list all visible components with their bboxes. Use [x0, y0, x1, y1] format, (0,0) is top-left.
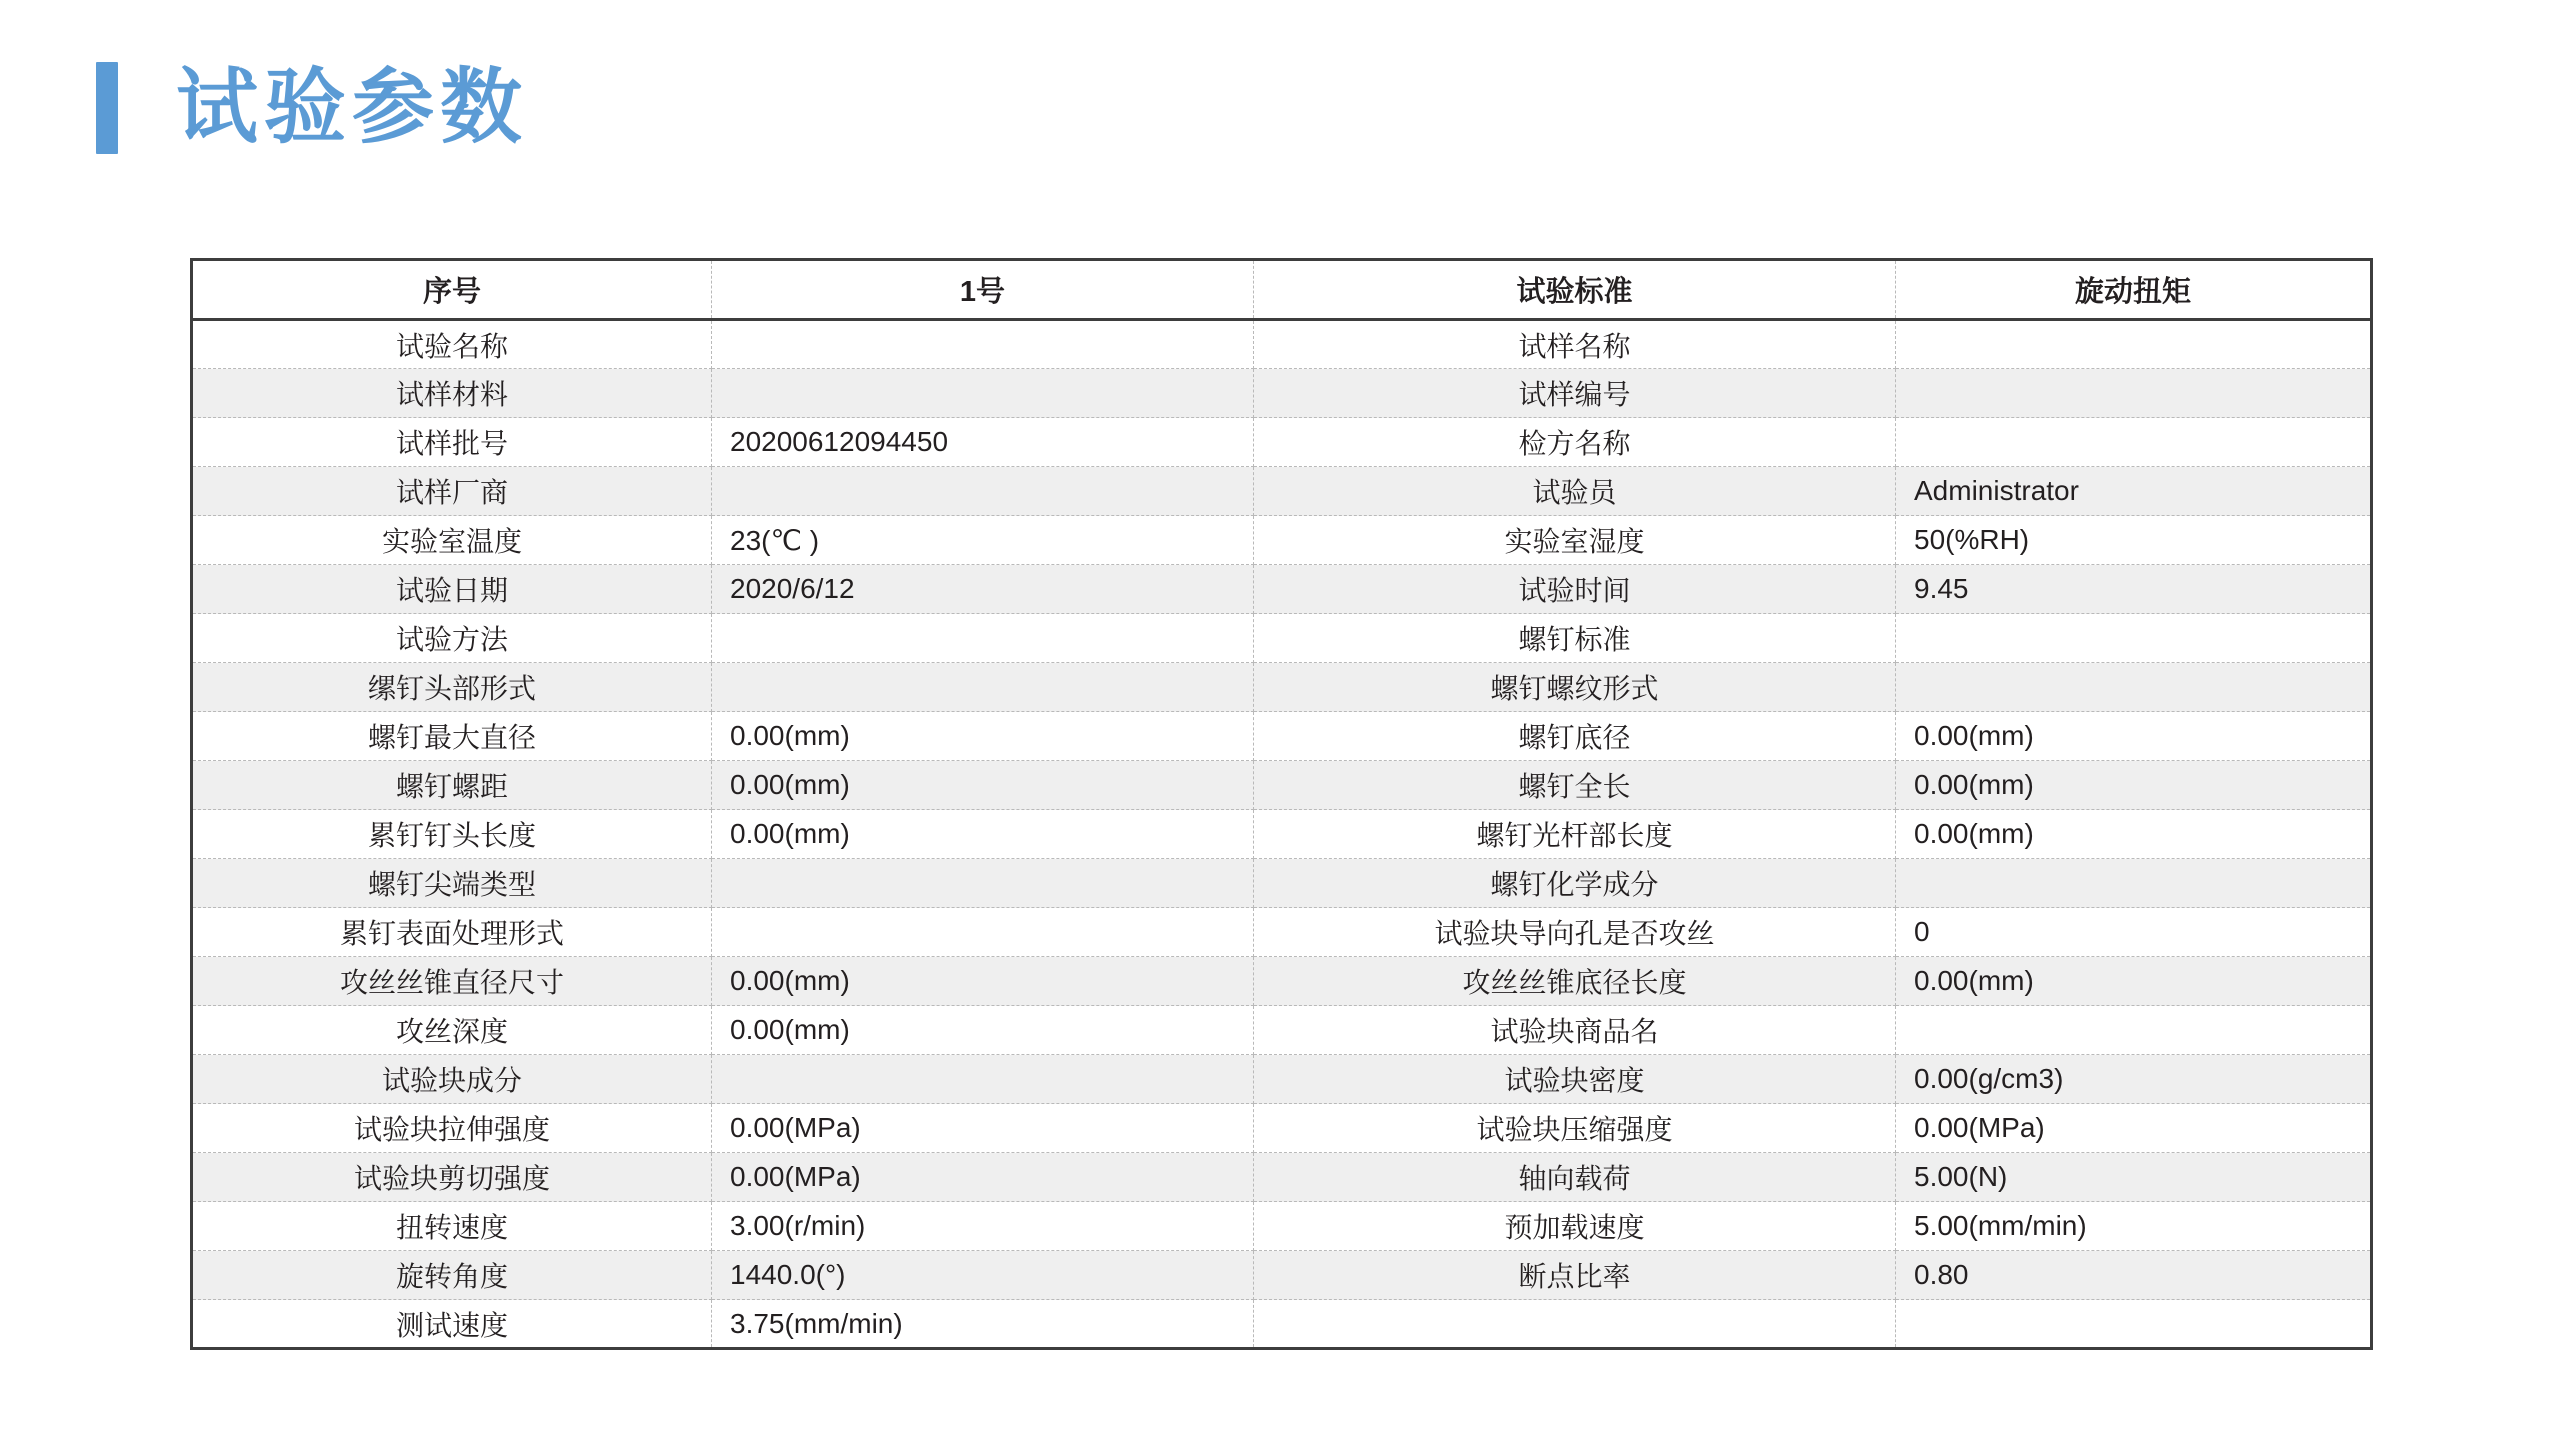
- parameters-table-container: [190, 258, 2370, 1350]
- row-value-right: [1896, 418, 2372, 467]
- table-row: [192, 908, 2372, 957]
- table-row: [192, 1006, 2372, 1055]
- row-value-left: [712, 663, 1254, 712]
- row-value-left: 2020/6/12: [712, 565, 1254, 614]
- row-value-left: 23(℃ ): [712, 516, 1254, 565]
- row-value-left: [712, 320, 1254, 369]
- row-value-left: [712, 908, 1254, 957]
- row-label-left: 试样批号: [192, 418, 712, 467]
- table-row: [192, 810, 2372, 859]
- row-label-right: 螺钉标准: [1254, 614, 1896, 663]
- row-label-left: 攻丝深度: [192, 1006, 712, 1055]
- table-row: [192, 859, 2372, 908]
- row-label-right: 检方名称: [1254, 418, 1896, 467]
- row-label-right: 试验块导向孔是否攻丝: [1254, 908, 1896, 957]
- table-header: [192, 260, 2372, 320]
- table-header-row: [192, 260, 2372, 320]
- row-value-left: 0.00(mm): [712, 1006, 1254, 1055]
- table-row: [192, 957, 2372, 1006]
- row-label-left: 试样厂商: [192, 467, 712, 516]
- row-value-right: 0.00(mm): [1896, 761, 2372, 810]
- table-row: [192, 1153, 2372, 1202]
- row-label-right: 螺钉螺纹形式: [1254, 663, 1896, 712]
- row-value-right: 0.80: [1896, 1251, 2372, 1300]
- row-label-left: 螺钉螺距: [192, 761, 712, 810]
- table-row: [192, 467, 2372, 516]
- row-label-left: 螺钉最大直径: [192, 712, 712, 761]
- row-label-left: 扭转速度: [192, 1202, 712, 1251]
- column-header-test-standard: 试验标准: [1254, 260, 1896, 320]
- table-row: [192, 1300, 2372, 1349]
- table-row: [192, 320, 2372, 369]
- table-row: [192, 614, 2372, 663]
- row-value-right: [1896, 614, 2372, 663]
- row-value-left: 0.00(mm): [712, 761, 1254, 810]
- row-label-right: 实验室湿度: [1254, 516, 1896, 565]
- table-row: [192, 1251, 2372, 1300]
- row-value-right: [1896, 369, 2372, 418]
- table-row: [192, 1104, 2372, 1153]
- row-label-right: 试验员: [1254, 467, 1896, 516]
- row-label-right: 螺钉光杆部长度: [1254, 810, 1896, 859]
- row-label-left: 螺钉尖端类型: [192, 859, 712, 908]
- parameters-table: [190, 258, 2373, 1350]
- table-row: [192, 761, 2372, 810]
- row-value-right: 0.00(g/cm3): [1896, 1055, 2372, 1104]
- row-value-left: [712, 369, 1254, 418]
- row-label-right: 试验时间: [1254, 565, 1896, 614]
- row-label-left: 旋转角度: [192, 1251, 712, 1300]
- row-value-left: 3.00(r/min): [712, 1202, 1254, 1251]
- row-label-right: 轴向载荷: [1254, 1153, 1896, 1202]
- row-label-left: 试验块拉伸强度: [192, 1104, 712, 1153]
- row-value-left: 0.00(mm): [712, 957, 1254, 1006]
- row-value-left: [712, 614, 1254, 663]
- row-label-right: 试样名称: [1254, 320, 1896, 369]
- row-label-right: 螺钉底径: [1254, 712, 1896, 761]
- page-title: 试验参数: [176, 62, 529, 153]
- row-value-right: 5.00(mm/min): [1896, 1202, 2372, 1251]
- row-label-right: 预加载速度: [1254, 1202, 1896, 1251]
- row-value-right: 50(%RH): [1896, 516, 2372, 565]
- row-value-right: 5.00(N): [1896, 1153, 2372, 1202]
- row-value-right: [1896, 1300, 2372, 1349]
- row-value-right: [1896, 663, 2372, 712]
- table-row: [192, 369, 2372, 418]
- row-value-left: [712, 467, 1254, 516]
- row-value-left: 0.00(MPa): [712, 1104, 1254, 1153]
- table-row: [192, 663, 2372, 712]
- row-value-right: [1896, 320, 2372, 369]
- row-value-right: [1896, 859, 2372, 908]
- row-value-left: 0.00(mm): [712, 810, 1254, 859]
- row-label-right: 试验块商品名: [1254, 1006, 1896, 1055]
- row-label-right: 试样编号: [1254, 369, 1896, 418]
- table-row: [192, 712, 2372, 761]
- row-label-right: 试验块压缩强度: [1254, 1104, 1896, 1153]
- row-value-right: 0: [1896, 908, 2372, 957]
- row-value-left: 0.00(mm): [712, 712, 1254, 761]
- row-value-right: [1896, 1006, 2372, 1055]
- row-value-right: 0.00(MPa): [1896, 1104, 2372, 1153]
- row-label-right: 试验块密度: [1254, 1055, 1896, 1104]
- column-header-torque: 旋动扭矩: [1896, 260, 2372, 320]
- column-header-index: 序号: [192, 260, 712, 320]
- column-header-sample-no: 1号: [712, 260, 1254, 320]
- row-label-left: 累钉钉头长度: [192, 810, 712, 859]
- table-row: [192, 418, 2372, 467]
- row-label-right: 螺钉化学成分: [1254, 859, 1896, 908]
- row-label-left: 攻丝丝锥直径尺寸: [192, 957, 712, 1006]
- table-row: [192, 1055, 2372, 1104]
- row-label-left: 试验块成分: [192, 1055, 712, 1104]
- row-label-right: 断点比率: [1254, 1251, 1896, 1300]
- row-label-left: 缧钉头部形式: [192, 663, 712, 712]
- row-label-left: 试样材料: [192, 369, 712, 418]
- row-value-left: 0.00(MPa): [712, 1153, 1254, 1202]
- row-value-left: [712, 859, 1254, 908]
- table-row: [192, 565, 2372, 614]
- row-label-left: 实验室温度: [192, 516, 712, 565]
- row-value-right: 0.00(mm): [1896, 712, 2372, 761]
- row-label-left: 累钉表面处理形式: [192, 908, 712, 957]
- row-value-left: 20200612094450: [712, 418, 1254, 467]
- table-body: [192, 320, 2372, 1349]
- row-label-right: 螺钉全长: [1254, 761, 1896, 810]
- row-value-right: Administrator: [1896, 467, 2372, 516]
- table-row: [192, 516, 2372, 565]
- row-label-left: 试验日期: [192, 565, 712, 614]
- page-title-block: [96, 62, 528, 154]
- row-label-left: 试验方法: [192, 614, 712, 663]
- row-label-right: [1254, 1300, 1896, 1349]
- row-value-left: 3.75(mm/min): [712, 1300, 1254, 1349]
- row-label-left: 试验块剪切强度: [192, 1153, 712, 1202]
- table-row: [192, 1202, 2372, 1251]
- row-value-right: 9.45: [1896, 565, 2372, 614]
- row-label-left: 测试速度: [192, 1300, 712, 1349]
- row-value-left: [712, 1055, 1254, 1104]
- row-value-left: 1440.0(°): [712, 1251, 1254, 1300]
- row-label-right: 攻丝丝锥底径长度: [1254, 957, 1896, 1006]
- row-value-right: 0.00(mm): [1896, 957, 2372, 1006]
- row-value-right: 0.00(mm): [1896, 810, 2372, 859]
- title-accent-bar: [96, 62, 118, 154]
- row-label-left: 试验名称: [192, 320, 712, 369]
